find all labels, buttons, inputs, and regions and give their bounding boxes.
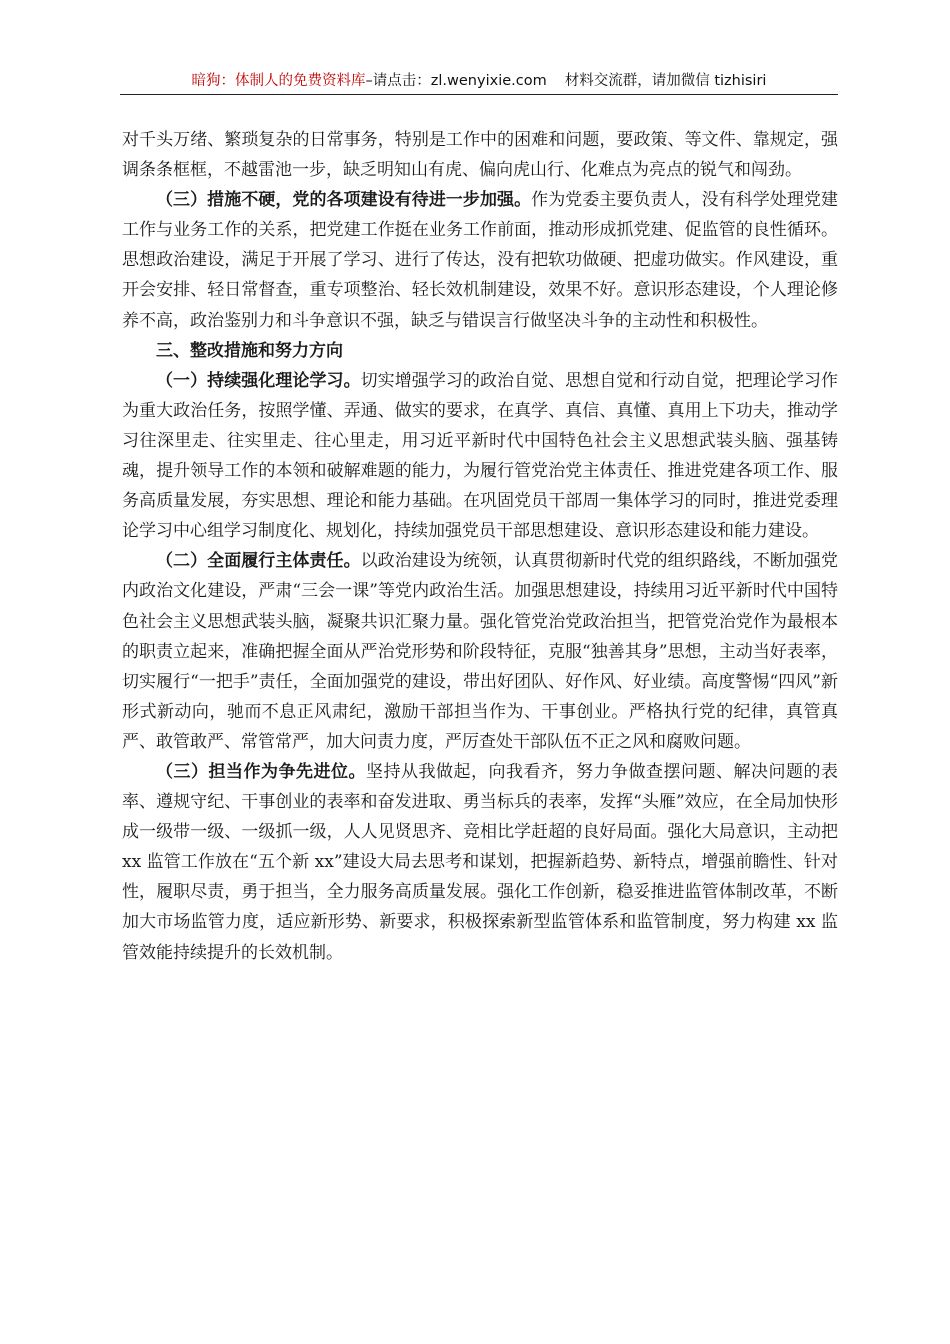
site-label: 暗狗：体制人的免费资料库 <box>191 73 366 89</box>
paragraph-continuation: 对千头万绪、繁琐复杂的日常事务，特别是工作中的困难和问题，要政策、等文件、靠规定，强调条条框框，不越雷池一步，缺乏明知山有虎、偏向虎山行、化难点为亮点的锐气和闯劲。 <box>122 130 838 181</box>
paragraph-body: 作为党委主要负责人，没有科学处理党建工作与业务工作的关系，把党建工作挺在业务工作前面，推动形成抓党建、促监管的良性循环。思想政治建设，满足于开展了学习、进行了传达，没有把软功做硬、把虚功做实。作风建设，重开会安排、轻日常督查，重专项整治、轻长效机制建设，效果不好。意识形态建设，个人理论修养不高，政治鉴别力和斗争意识不强，缺乏与错误言行做坚决斗争的主动性和积极性。 <box>122 190 839 331</box>
site-url-link[interactable]: zl.wenyixie.com <box>430 73 547 89</box>
document-body <box>122 125 838 968</box>
paragraph-measures <box>122 185 838 335</box>
paragraph-title: （二）全面履行主体责任。 <box>156 551 361 572</box>
paragraph-body: 坚持从我做起，向我看齐，努力争做查摆问题、解决问题的表率、遵规守纪、干事创业的表率和奋发进取、勇当标兵的表率，发挥“头雁”效应，在全局加快形成一级带一级、一级抓一级，人人见贤思齐、竞相比学赶超的良好局面。强化大局意识，主动把 xx 监管工作放在“五个新 xx”建设大局去思考和谋划，把握新趋势、新特点，增强前瞻性、针对性，履职尽责，勇于担当，全力服务高质量发展。强化工作创新，稳妥推进监管体制改革，不断加大市场监管力度，适应新形势、新要求，积极探索新型监管体系和监管制度，努力构建 xx 监管效能持续提升的长效机制。 <box>122 761 838 963</box>
paragraph-take-responsibility <box>122 757 838 968</box>
paragraph-title: （三）措施不硬，党的各项建设有待进一步加强。 <box>156 190 532 211</box>
paragraph-title: （一）持续强化理论学习。 <box>156 370 361 391</box>
paragraph-theory-study <box>122 366 838 547</box>
click-prompt: –请点击： <box>365 73 431 89</box>
paragraph-body: 切实增强学习的政治自觉、思想自觉和行动自觉，把理论学习作为重大政治任务，按照学懂、弄通、做实的要求，在真学、真信、真懂、真用上下功夫，推动学习往深里走、往实里走、往心里走，用习近平新时代中国特色社会主义思想武装头脑、强基铸魂，提升领导工作的本领和破解难题的能力，为履行管党治党主体责任、推进党建各项工作、服务高质量发展，夯实思想、理论和能力基础。在巩固党员干部周一集体学习的同时，推进党委理论学习中心组学习制度化、规划化，持续加强党员干部思想建设、意识形态建设和能力建设。 <box>122 370 839 542</box>
section-heading: 三、整改措施和努力方向 <box>156 340 343 361</box>
page-header <box>120 68 838 95</box>
group-note: 材料交流群，请加微信 tizhisiri <box>564 73 767 89</box>
paragraph-body: 以政治建设为统领，认真贯彻新时代党的组织路线，不断加强党内政治文化建设，严肃“三会一课”等党内政治生活。加强思想建设，持续用习近平新时代中国特色社会主义思想武装头脑，凝聚共识汇聚力量。强化管党治党政治担当，把管党治党作为最根本的职责立起来，准确把握全面从严治党形势和阶段特征，克服“独善其身”思想，主动当好表率，切实履行“一把手”责任，全面加强党的建设，带出好团队、好作风、好业绩。高度警惕“四风”新形式新动向，驰而不息正风肃纪，激励干部担当作为、干事创业。严格执行党的纪律，真管真严、敢管敢严、常管常严，加大问责力度，严厉查处干部队伍不正之风和腐败问题。 <box>122 551 839 752</box>
paragraph-title: （三）担当作为争先进位。 <box>156 761 366 782</box>
paragraph-main-responsibility <box>122 546 838 757</box>
